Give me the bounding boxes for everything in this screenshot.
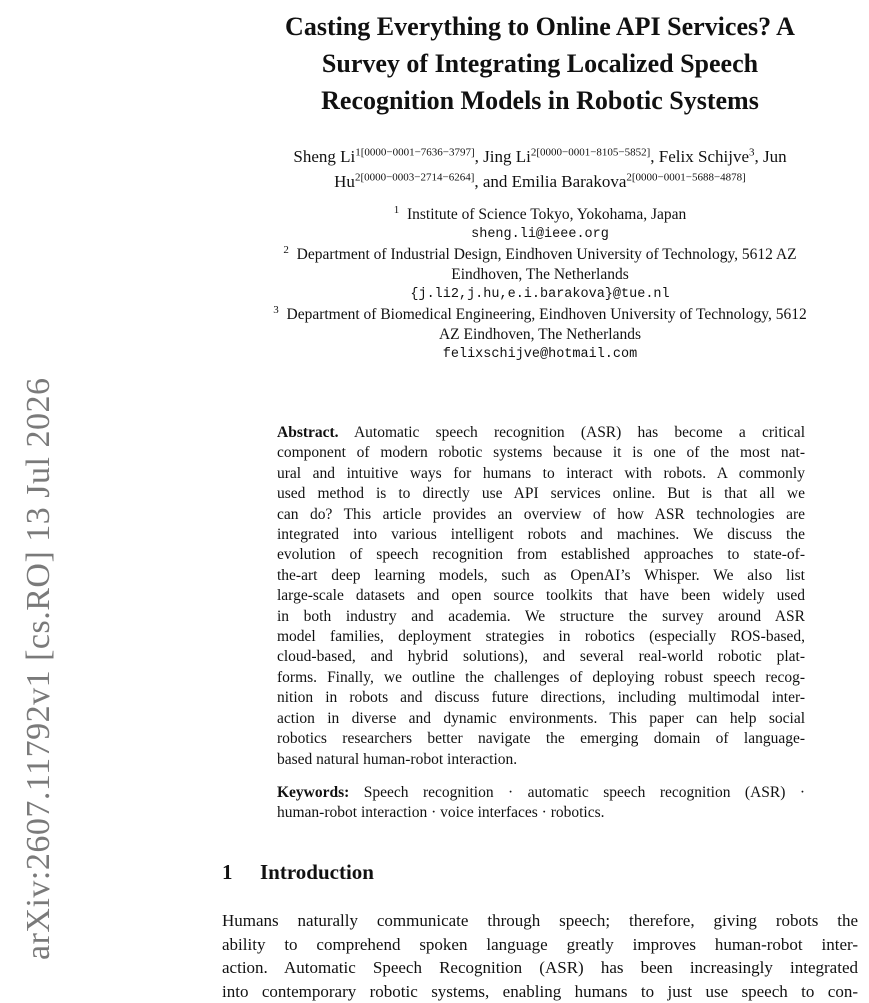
abstract-line: model families, deployment strategies in robotics (especially ROS-based, — [277, 627, 805, 647]
title-line: Survey of Integrating Localized Speech — [210, 45, 869, 82]
abstract-line: in both industry and academia. We structure the survey around ASR — [277, 607, 805, 627]
author-line — [222, 144, 858, 169]
abstract-line: evolution of speech recognition from established approaches to state-of- — [277, 545, 805, 565]
keywords — [277, 783, 805, 824]
title-line: Recognition Models in Robotic Systems — [210, 82, 869, 119]
affiliation-text: Department of Biomedical Engineering, Eindhoven University of Technology, 5612 — [287, 306, 807, 323]
abstract-line: large-scale datasets and open source toolkits that have been widely used — [277, 586, 805, 606]
abstract-line: robotics researchers better navigate the emerging domain of language- — [277, 729, 805, 749]
abstract-line: forms. Finally, we outline the challenges of deploying robust speech recog- — [277, 668, 805, 688]
affiliation-line — [222, 305, 858, 325]
keywords-text: Speech recognition · automatic speech recognition (ASR) · — [364, 784, 805, 801]
abstract-text: Automatic speech recognition (ASR) has become a critical — [354, 424, 805, 441]
abstract-line: integrated into various intelligent robots and machines. We discuss the — [277, 525, 805, 545]
author-affiliation-mark: 2 — [355, 171, 361, 183]
abstract-line: the-art deep learning models, such as OpenAI’s Whisper. We also list — [277, 566, 805, 586]
affiliation-text: Institute of Science Tokyo, Yokohama, Japan — [407, 206, 686, 223]
affiliation-line — [222, 245, 858, 265]
abstract-line — [277, 423, 805, 443]
abstract-line: ural and intuitive ways for humans to interact with robots. A commonly — [277, 464, 805, 484]
keywords-line — [277, 783, 805, 803]
paper-title — [210, 8, 869, 119]
author-affiliation-mark: 2 — [626, 171, 632, 183]
affiliation-number: 2 — [283, 244, 289, 256]
author-orcid: [0000−0001−5688−4878] — [632, 171, 746, 183]
title-line: Casting Everything to Online API Services? A — [210, 8, 869, 45]
affiliation-line: AZ Eindhoven, The Netherlands — [222, 325, 858, 345]
introduction-paragraph — [222, 909, 858, 1003]
paragraph-line: ability to comprehend spoken language greatly improves human-robot inter- — [222, 933, 858, 957]
author-separator: , Jun — [755, 147, 787, 166]
abstract-line: nition in robots and discuss future directions, including multimodal inter- — [277, 688, 805, 708]
author-affiliation-mark: 2 — [531, 146, 537, 158]
abstract-line: can do? This article provides an overview of how ASR technologies are — [277, 505, 805, 525]
affiliation-text: Department of Industrial Design, Eindhoven University of Technology, 5612 AZ — [297, 246, 797, 263]
author-name: Jing Li — [483, 147, 531, 166]
affiliation-number: 3 — [273, 304, 279, 316]
paragraph-line: Humans naturally communicate through speech; therefore, giving robots the — [222, 909, 858, 933]
section-heading — [222, 860, 374, 885]
author-name: Sheng Li — [293, 147, 355, 166]
abstract-line: used method is to directly use API services online. But is that all we — [277, 484, 805, 504]
author-separator: , — [650, 147, 659, 166]
author-orcid: [0000−0001−8105−5852] — [536, 146, 650, 158]
abstract — [277, 423, 805, 770]
author-orcid: [0000−0003−2714−6264] — [360, 171, 474, 183]
abstract-line: action in diverse and dynamic environments. This paper can help social — [277, 709, 805, 729]
abstract-line: based natural human-robot interaction. — [277, 750, 805, 770]
section-title: Introduction — [260, 860, 374, 884]
author-name: Felix Schijve — [659, 147, 749, 166]
author-line — [222, 169, 858, 194]
affiliation-email: sheng.li@ieee.org — [222, 225, 858, 245]
affiliation-number: 1 — [394, 204, 400, 216]
author-name: Emilia Barakova — [512, 172, 627, 191]
affiliation-list — [222, 205, 858, 365]
keywords-line: human-robot interaction · voice interfaces · robotics. — [277, 803, 805, 823]
author-affiliation-mark: 1 — [355, 146, 361, 158]
abstract-label: Abstract. — [277, 424, 339, 441]
paragraph-line: action. Automatic Speech Recognition (ASR) has been increasingly integrated — [222, 956, 858, 980]
abstract-line: cloud-based, and hybrid solutions), and several real-world robotic plat- — [277, 647, 805, 667]
author-list — [222, 144, 858, 194]
author-separator: , and — [474, 172, 511, 191]
author-separator: , — [475, 147, 484, 166]
author-name: Hu — [334, 172, 355, 191]
affiliation-line — [222, 205, 858, 225]
author-affiliation-mark: 3 — [749, 146, 755, 158]
author-orcid: [0000−0001−7636−3797] — [361, 146, 475, 158]
affiliation-email: {j.li2,j.hu,e.i.barakova}@tue.nl — [222, 285, 858, 305]
affiliation-email: felixschijve@hotmail.com — [222, 345, 858, 365]
affiliation-line: Eindhoven, The Netherlands — [222, 265, 858, 285]
keywords-label: Keywords: — [277, 784, 349, 801]
arxiv-stamp: arXiv:2607.11792v1 [cs.RO] 13 Jul 2026 — [20, 378, 58, 960]
paragraph-line: into contemporary robotic systems, enabling humans to just use speech to con- — [222, 980, 858, 1003]
section-number: 1 — [222, 860, 260, 885]
abstract-line: component of modern robotic systems because it is one of the most nat- — [277, 443, 805, 463]
